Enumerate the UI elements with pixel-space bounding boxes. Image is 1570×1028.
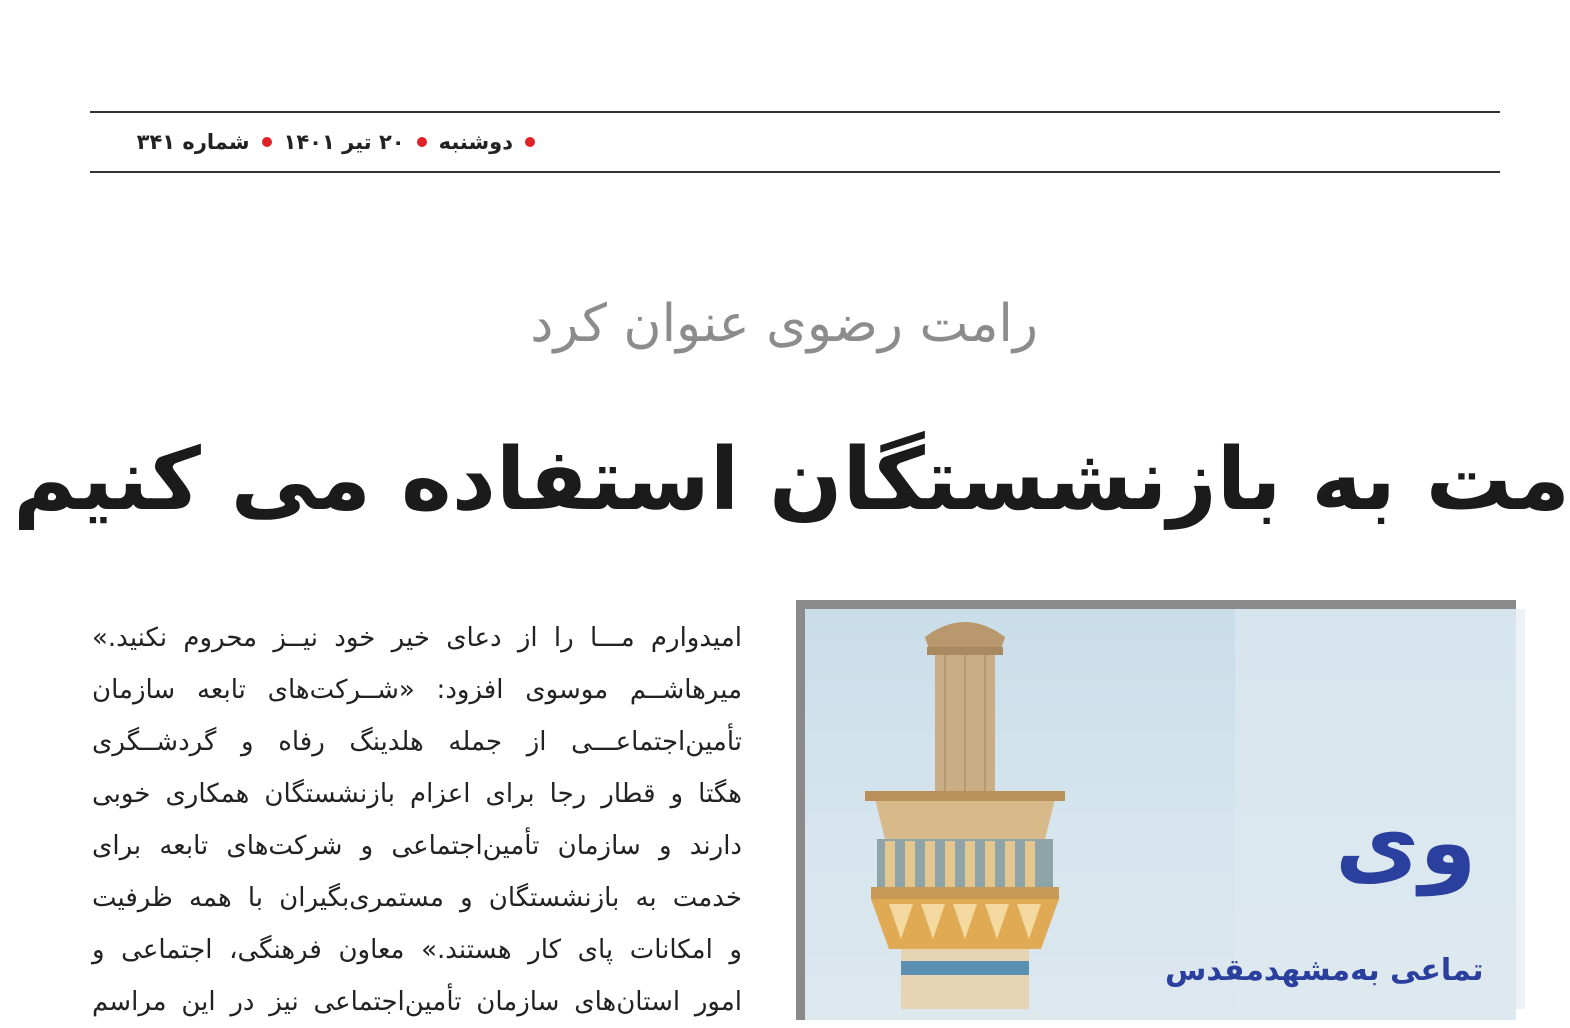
minaret-cap	[925, 622, 1005, 649]
dateline-date: ۲۰ تیر ۱۴۰۱	[283, 130, 405, 154]
dateline	[90, 124, 535, 160]
dateline-issue: شماره ۳۴۱	[136, 130, 250, 154]
body-line: دارند و سازمان تأمین‌اجتماعی و شرکت‌های تابعه برای	[92, 831, 742, 861]
dateline-day: دوشنبه	[438, 130, 513, 154]
red-bullet-icon	[262, 137, 272, 147]
body-line: میرهاشــم موسوی افزود: «شــرکت‌های تابعه سازمان	[92, 675, 742, 705]
red-bullet-icon	[525, 137, 535, 147]
masthead-bottom-rule	[90, 171, 1500, 173]
article-kicker: رامت رضوی عنوان کرد	[530, 294, 1038, 354]
body-line: خدمت به بازنشستگان و مستمری‌بگیران با همه ظرفیت	[92, 883, 742, 913]
body-line: امور استان‌های سازمان تأمین‌اجتماعی نیز در این مراسم	[92, 987, 742, 1017]
red-bullet-icon	[417, 137, 427, 147]
body-line: امیدوارم مـــا را از دعای خیر خود نیــز محروم نکنید.»	[92, 623, 742, 653]
photo-frame	[805, 609, 1516, 1020]
article-headline: مت به بازنشستگان استفاده می کنیم	[13, 430, 1570, 530]
banner-word: وی	[1335, 789, 1477, 896]
article-photo	[796, 600, 1516, 1020]
body-line: تأمین‌اجتماعـــی از جمله هلدینگ رفاه و گردشــگری	[92, 727, 742, 757]
minaret-balcony	[875, 799, 1055, 839]
body-line: و امکانات پای کار هستند.» معاون فرهنگی، اجتماعی و	[92, 935, 742, 965]
masthead-top-rule	[90, 111, 1500, 113]
banner-subtitle: تماعی به‌مشهدمقدس	[1165, 953, 1484, 988]
body-line: هگتا و قطار رجا برای اعزام بازنشستگان همکاری خوبی	[92, 779, 742, 809]
article-body	[92, 612, 742, 1017]
